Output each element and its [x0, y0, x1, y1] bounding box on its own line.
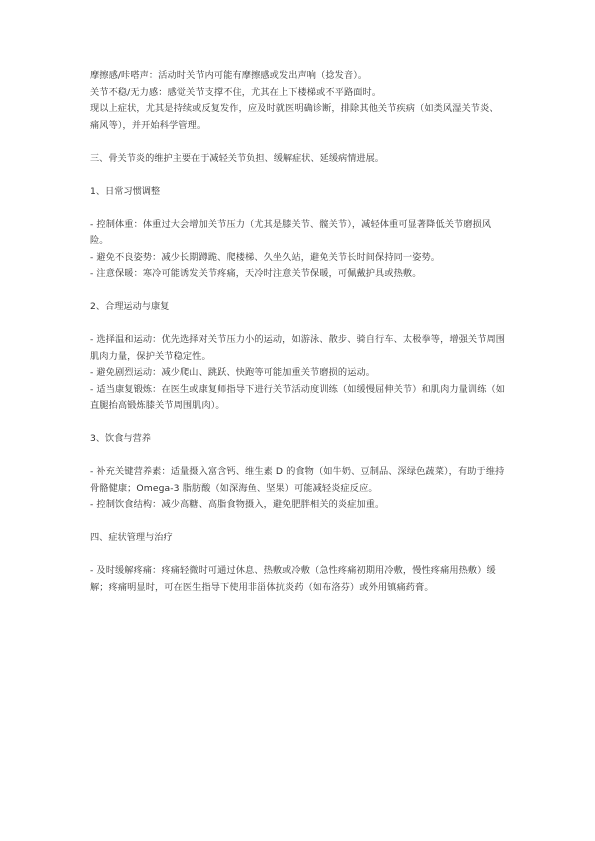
intro-line-2: 关节不稳/无力感：感觉关节支撑不住，尤其在上下楼梯或不平路面时。 [90, 86, 382, 98]
section-3-title: 三、骨关节炎的维护主要在于减轻关节负担、缓解症状、延缓病情进展。 [90, 152, 384, 164]
intro-line-1: 摩擦感/咔嗒声：活动时关节内可能有摩擦感或发出声响（捻发音）。 [90, 70, 368, 81]
list-item: - 控制体重：体重过大会增加关节压力（尤其是膝关节、髋关节），减轻体重可显著降低关节磨损风险。 [90, 218, 492, 246]
list-item: - 控制饮食结构：减少高糖、高脂食物摄入，避免肥胖相关的炎症加重。 [90, 499, 385, 510]
section-4-title: 四、症状管理与治疗 [90, 532, 173, 543]
list-item: - 避免剧烈运动：减少爬山、跳跃、快跑等可能加重关节磨损的运动。 [90, 367, 376, 378]
subsection-2-title: 2、合理运动与康复 [90, 301, 170, 312]
list-item: - 适当康复锻炼：在医生或康复师指导下进行关节活动度训练（如缓慢屈伸关节）和肌肉力量训练（如直腿抬高锻炼膝关节周围肌肉）。 [90, 383, 506, 411]
list-item: - 及时缓解疼痛：疼痛轻微时可通过休息、热敷或冷敷（急性疼痛初期用冷敷，慢性疼痛用热敷）缓解；疼痛明显时，可在医生指导下使用非甾体抗炎药（如布洛芬）或外用镇痛药膏。 [90, 565, 496, 593]
intro-line-3: 现以上症状，尤其是持续或反复发作，应及时就医明确诊断，排除其他关节疾病（如类风湿关节炎、痛风等），并开始科学管理。 [90, 103, 499, 131]
list-item: - 注意保暖：寒冷可能诱发关节疼痛，天冷时注意关节保暖，可佩戴护具或热敷。 [90, 268, 422, 279]
subsection-3-title: 3、饮食与营养 [90, 433, 151, 444]
list-item: - 选择温和运动：优先选择对关节压力小的运动，如游泳、散步、骑自行车、太极拳等，增强关节周围肌肉力量，保护关节稳定性。 [90, 334, 506, 362]
list-item: - 避免不良姿势：减少长期蹲跪、爬楼梯、久坐久站，避免关节长时间保持同一姿势。 [90, 251, 441, 263]
list-item: - 补充关键营养素：适量摄入富含钙、维生素 D 的食物（如牛奶、豆制品、深绿色蔬菜），有助于维持骨骼健康；Omega-3 脂肪酸（如深海鱼、坚果）可能减轻炎症反应。 [90, 466, 505, 494]
subsection-1-title: 1、日常习惯调整 [90, 185, 161, 197]
